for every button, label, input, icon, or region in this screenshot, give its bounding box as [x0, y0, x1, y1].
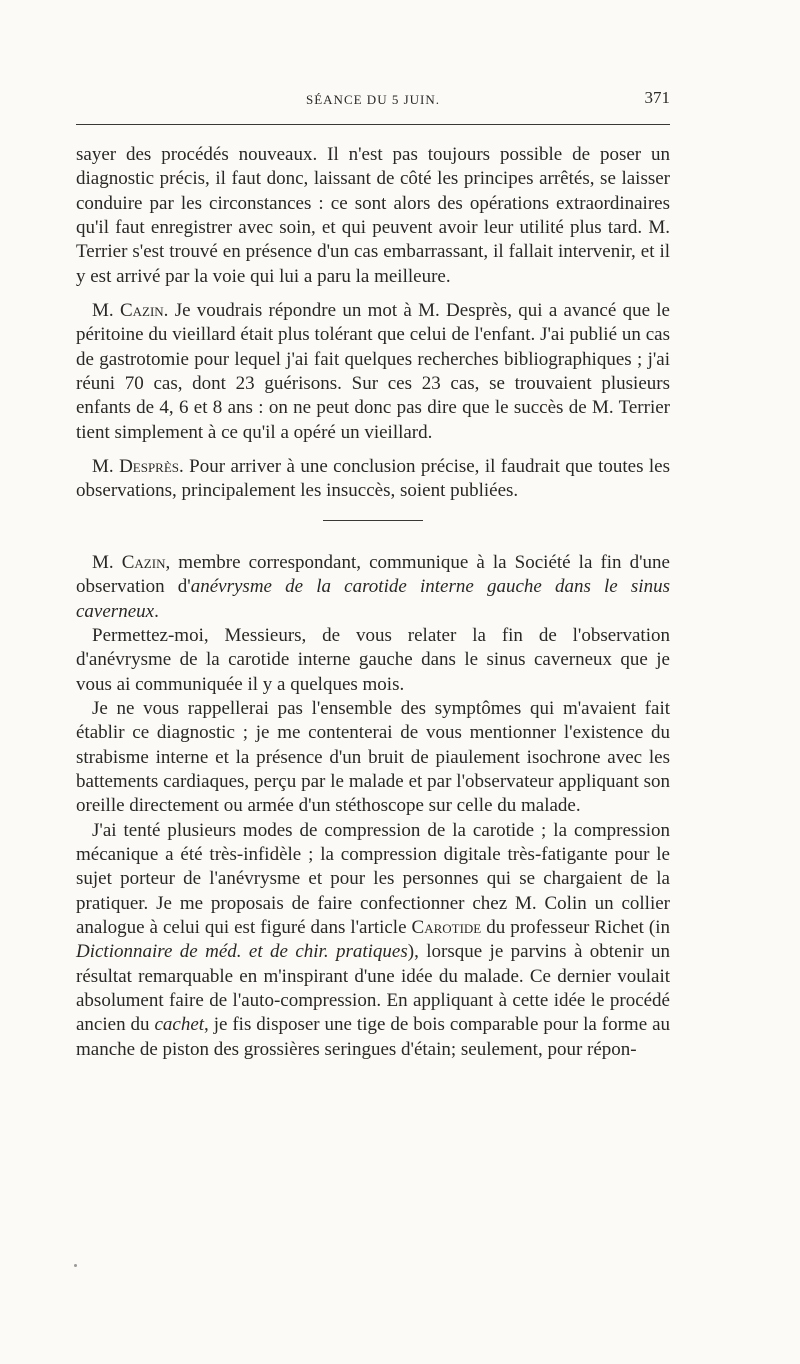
paragraph-text: J'ai tenté plusieurs modes de compression de la carotide ; la compression mécanique a été très-infidèle ; la compression digitale très-fatigante pour le sujet porteur de l'anévrysme et pour les personnes qui se chargaient de la pratiquer. Je me proposais de faire confectionner chez M. Colin un collier analogue à celui qui est figuré dans l'article	[76, 819, 670, 938]
speaker-prefix: M.	[92, 551, 114, 573]
paragraph-text: sayer des procédés nouveaux. Il n'est pas toujours possible de poser un diagnostic précis, il faut donc, laissant de côté les principes arrêtés, se laisser conduire par les circonstances : ce sont alors des opérations extraordinaires qu'il faut enregistrer avec soin, et qui peuvent avoir leur utilité plus tard. M. Terrier s'est trouvé en présence d'un cas embarrassant, il fallait intervenir, et il y est arrivé par la voie qui lui a paru la meilleure.	[76, 144, 670, 287]
dictionary-title: Dictionnaire de méd. et de chir. pratiques	[76, 941, 408, 963]
paragraph-symptomes	[76, 697, 670, 819]
body-text	[76, 143, 670, 1062]
cachet-term: cachet	[154, 1014, 205, 1036]
paragraph-permettez	[76, 624, 670, 697]
header-rule	[76, 124, 670, 125]
paragraph-text: . Pour arriver à une conclusion précise, il faudrait que toutes les observations, principalement les insuccès, soient publiées.	[76, 456, 670, 502]
paragraph-compression	[76, 819, 670, 1062]
communication-title: anévrysme de la carotide interne gauche dans le sinus caverneux	[76, 576, 670, 622]
paragraph-text: .	[154, 600, 159, 622]
speaker-name: Cazin	[119, 300, 164, 322]
speaker-prefix: M.	[92, 300, 114, 322]
paragraph-text: du professeur Richet (in	[481, 916, 670, 938]
speaker-name: Desprès	[119, 456, 180, 478]
article-reference: Carotide	[411, 916, 482, 938]
paragraph-communication	[76, 551, 670, 624]
paragraph-continuation	[76, 143, 670, 289]
paragraph-text: , membre correspondant, communique à la Société la fin d'une observation d'	[76, 551, 670, 598]
running-title: SÉANCE DU 5 JUIN.	[306, 92, 440, 107]
paragraph-text: Je ne vous rappellerai pas l'ensemble des symptômes qui m'avaient fait établir ce diagnostic ; je me contenterai de vous mentionner l'existence du strabisme interne et la présence d'un bruit de piaulement isochrone avec les battements cardiaques, perçu par le malade et par l'observateur appliquant son oreille directement ou armée d'un stéthoscope sur celle du malade.	[76, 697, 670, 817]
paragraph-despres	[76, 455, 670, 504]
paragraph-text: ), lorsque je parvins à obtenir un résultat remarquable en m'inspirant d'une idée du malade. Ce dernier voulait absolument faire de l'auto-compression. En appliquant à cette idée le procédé ancien du	[76, 941, 670, 1036]
paragraph-text: , je fis disposer une tige de bois comparable pour la forme au manche de piston des grossières seringues d'étain; seulement, pour répon-	[76, 1014, 671, 1060]
running-head	[76, 88, 670, 114]
paragraph-text: Permettez-moi, Messieurs, de vous relater la fin de l'observation d'anévrysme de la carotide interne gauche dans le sinus caverneux que je vous ai communiquée il y a quelques mois.	[76, 624, 670, 695]
page-number: 371	[644, 88, 670, 107]
paragraph-text: . Je voudrais répondre un mot à M. Desprès, qui a avancé que le péritoine du vieillard était plus tolérant que celui de l'enfant. J'ai publié un cas de gastrotomie pour lequel j'ai fait quelques recherches bibliographiques ; j'ai réuni 70 cas, dont 23 guérisons. Sur ces 23 cas, se trouvaient plusieurs enfants de 4, 6 et 8 ans : on ne peut donc pas dire que le succès de M. Terrier tient simplement à ce qu'il a opéré un vieillard.	[76, 300, 670, 443]
section-separator	[323, 520, 423, 521]
speaker-name: Cazin	[121, 551, 166, 573]
speaker-prefix: M.	[92, 456, 114, 478]
paragraph-cazin-reply	[76, 299, 670, 445]
print-speck	[74, 1264, 77, 1267]
